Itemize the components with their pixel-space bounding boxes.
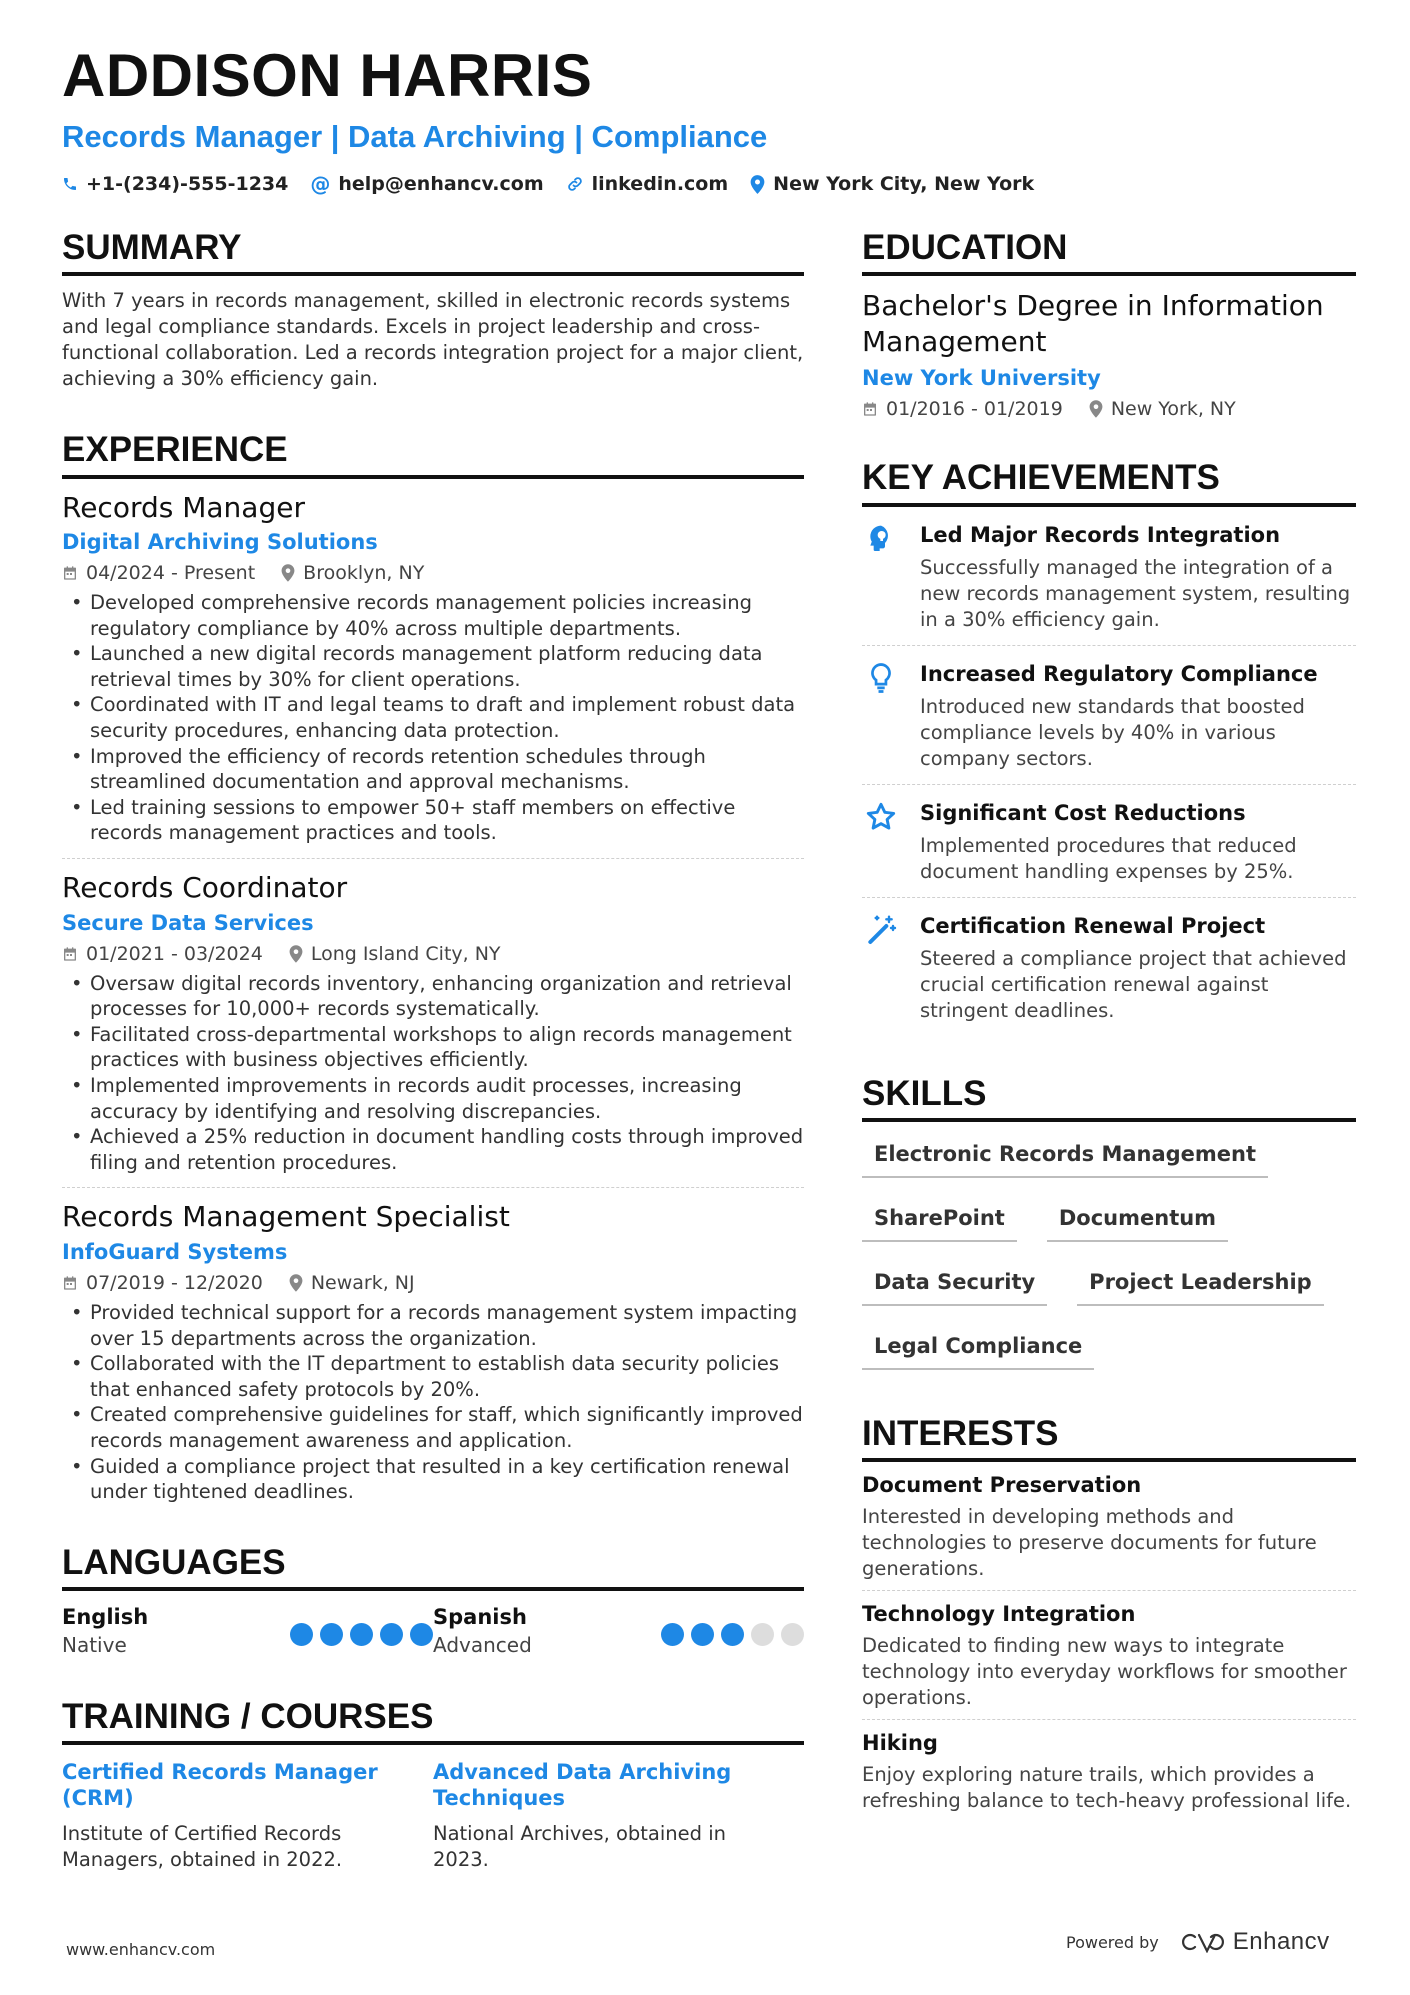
language-name: Spanish: [433, 1604, 527, 1629]
education-dates: [862, 398, 1063, 420]
education-degree: Bachelor's Degree in Information Management: [862, 289, 1324, 359]
bullet-item: • Launched a new digital records management platform reducing data retrieval times by 30% for client operations.: [62, 641, 804, 692]
divider: [62, 858, 804, 859]
training-desc: National Archives, obtained in 2023.: [433, 1822, 727, 1872]
bullet-item: • Oversaw digital records inventory, enhancing organization and retrieval processes for 10,000+ records systematically.: [62, 971, 804, 1022]
training-item: [433, 1759, 804, 1873]
linkedin-text: linkedin.com: [591, 173, 729, 195]
lightbulb-icon: [862, 660, 900, 772]
bullet-item: • Coordinated with IT and legal teams to draft and implement robust data security procedures, enhancing data protection.: [62, 692, 804, 743]
bullet-item: • Provided technical support for a records management system impacting over 15 departments across the organization.: [62, 1300, 804, 1351]
location-pin-icon: [750, 175, 765, 194]
training-item: [62, 1759, 433, 1873]
skill-tag: Data Security: [862, 1262, 1047, 1306]
language-item: [433, 1605, 804, 1657]
training-section: [62, 1697, 804, 1873]
skill-tag: Legal Compliance: [862, 1326, 1094, 1370]
achievement-item: [862, 784, 1356, 897]
achievement-item: [862, 897, 1356, 1036]
rating-dot-filled: [350, 1623, 373, 1646]
right-column: [862, 228, 1356, 1822]
skills-list: [862, 1134, 1356, 1370]
training-title: Advanced Data Archiving Techniques: [433, 1760, 732, 1811]
location-pin-icon: [289, 945, 303, 963]
skills-section: [862, 1074, 1356, 1370]
languages-list: [62, 1605, 804, 1657]
job-dates: [62, 1272, 263, 1294]
skills-heading: SKILLS: [862, 1074, 1356, 1122]
skill-tag: SharePoint: [862, 1198, 1017, 1242]
link-icon: [566, 175, 584, 193]
education-meta: [862, 398, 1356, 420]
languages-heading: LANGUAGES: [62, 1543, 804, 1591]
education-heading: EDUCATION: [862, 228, 1356, 276]
achievement-desc: Successfully managed the integration of a new records management system, resulting in a 30% efficiency gain.: [920, 555, 1351, 631]
bullet-item: • Led training sessions to empower 50+ staff members on effective records management practices and tools.: [62, 795, 804, 846]
calendar-icon: [62, 946, 78, 962]
candidate-title: Records Manager | Data Archiving | Compliance: [62, 119, 768, 154]
bullet-item: • Guided a compliance project that resulted in a key certification renewal under tightened deadlines.: [62, 1454, 804, 1505]
rating-dot-filled: [380, 1623, 403, 1646]
achievement-title: Led Major Records Integration: [920, 522, 1281, 547]
job-meta: [62, 1272, 804, 1294]
location-pin-icon: [281, 564, 295, 582]
interest-desc: Interested in developing methods and technologies to preserve documents for future generations.: [862, 1505, 1317, 1580]
language-name: English: [62, 1604, 149, 1629]
contact-phone[interactable]: [62, 173, 288, 195]
training-desc: Institute of Certified Records Managers, obtained in 2022.: [62, 1822, 343, 1872]
bullet-item: • Improved the efficiency of records retention schedules through streamlined documentation and approval mechanisms.: [62, 744, 804, 795]
phone-icon: [62, 176, 78, 192]
skill-tag: Documentum: [1047, 1198, 1228, 1242]
rating-dot-filled: [691, 1623, 714, 1646]
job-company: InfoGuard Systems: [62, 1239, 288, 1264]
enhancv-logo-icon: [1181, 1931, 1225, 1953]
interest-title: Technology Integration: [862, 1602, 1136, 1626]
job-entry: [62, 871, 804, 1175]
location-pin-icon: [289, 1274, 303, 1292]
achievement-item: [862, 507, 1356, 645]
skill-tag: Project Leadership: [1077, 1262, 1324, 1306]
summary-text: With 7 years in records management, skilled in electronic records systems and legal compliance standards. Excels in project leadership and cross-functional collaboration. Led a records integration project for a major client, achieving a 30% efficiency gain.: [62, 289, 804, 391]
interests-section: [862, 1414, 1356, 1822]
head-bulb-icon: [862, 521, 900, 633]
job-title: Records Management Specialist: [62, 1200, 510, 1234]
experience-heading: EXPERIENCE: [62, 430, 804, 478]
summary-heading: SUMMARY: [62, 228, 804, 276]
email-text: help@enhancv.com: [338, 173, 544, 195]
job-location-text: Brooklyn, NY: [303, 562, 425, 585]
enhancv-brand-text: Enhancv: [1232, 1928, 1330, 1955]
interest-item: [862, 1590, 1356, 1719]
rating-dot-empty: [781, 1623, 804, 1646]
language-rating: [661, 1623, 804, 1657]
bullet-item: • Facilitated cross-departmental workshops to align records management practices with business objectives efficiently.: [62, 1022, 804, 1073]
rating-dot-empty: [751, 1623, 774, 1646]
contact-email[interactable]: [310, 172, 543, 196]
contact-bar: [62, 172, 1034, 196]
candidate-name: ADDISON HARRIS: [62, 42, 593, 109]
experience-section: [62, 430, 804, 1504]
achievement-desc: Implemented procedures that reduced document handling expenses by 25%.: [920, 833, 1297, 883]
training-list: [62, 1759, 804, 1873]
job-location: [289, 943, 501, 965]
job-location: [281, 562, 424, 584]
bullet-item: • Developed comprehensive records management policies increasing regulatory compliance by 40% across multiple departments.: [62, 590, 804, 641]
rating-dot-filled: [410, 1623, 433, 1646]
job-dates-text: 04/2024 - Present: [86, 562, 256, 585]
job-location-text: Long Island City, NY: [310, 942, 501, 965]
education-school: New York University: [862, 366, 1101, 391]
achievements-section: [862, 458, 1356, 1035]
interests-heading: INTERESTS: [862, 1414, 1356, 1462]
interest-title: Document Preservation: [862, 1473, 1142, 1497]
location-pin-icon: [1089, 400, 1103, 418]
job-dates: [62, 943, 263, 965]
rating-dot-filled: [661, 1623, 684, 1646]
bullet-item: • Achieved a 25% reduction in document handling costs through improved filing and retention procedures.: [62, 1124, 804, 1175]
language-level: Native: [62, 1632, 127, 1657]
job-location: [289, 1272, 415, 1294]
job-meta: [62, 562, 804, 584]
rating-dot-filled: [320, 1623, 343, 1646]
achievements-heading: KEY ACHIEVEMENTS: [862, 458, 1356, 506]
interest-item: [862, 1719, 1356, 1822]
bullet-item: • Implemented improvements in records audit processes, increasing accuracy by identifying and resolving discrepancies.: [62, 1073, 804, 1124]
location-text: New York City, New York: [773, 173, 1035, 195]
job-dates-text: 07/2019 - 12/2020: [86, 1271, 263, 1294]
job-title: Records Manager: [62, 490, 305, 524]
powered-by-text: Powered by: [1066, 1932, 1159, 1952]
enhancv-logo[interactable]: [1181, 1928, 1330, 1956]
job-title: Records Coordinator: [62, 871, 348, 905]
contact-linkedin[interactable]: [566, 173, 729, 195]
phone-text: +1-(234)-555-1234: [86, 173, 289, 195]
training-title: Certified Records Manager (CRM): [62, 1760, 378, 1811]
language-level: Advanced: [433, 1632, 532, 1657]
achievement-title: Increased Regulatory Compliance: [920, 661, 1318, 686]
calendar-icon: [62, 1275, 78, 1291]
education-dates-text: 01/2016 - 01/2019: [886, 398, 1063, 421]
rating-dot-filled: [721, 1623, 744, 1646]
job-meta: [62, 943, 804, 965]
job-entry: [62, 491, 804, 847]
education-section: [862, 228, 1356, 420]
star-icon: [862, 799, 900, 885]
job-bullets: [62, 971, 804, 1176]
summary-section: [62, 228, 804, 392]
achievement-desc: Steered a compliance project that achieved crucial certification renewal against stringent deadlines.: [920, 946, 1347, 1022]
calendar-icon: [862, 401, 878, 417]
contact-location: [750, 173, 1034, 195]
divider: [62, 1187, 804, 1188]
job-company: Secure Data Services: [62, 910, 314, 935]
at-icon: @: [310, 172, 331, 196]
education-location-text: New York, NY: [1110, 398, 1236, 421]
achievement-title: Significant Cost Reductions: [920, 800, 1246, 825]
interest-title: Hiking: [862, 1731, 938, 1755]
calendar-icon: [62, 565, 78, 581]
magic-wand-icon: [862, 912, 900, 1024]
job-dates-text: 01/2021 - 03/2024: [86, 942, 263, 965]
skill-tag: Electronic Records Management: [862, 1134, 1268, 1178]
language-rating: [290, 1623, 433, 1657]
bullet-item: • Created comprehensive guidelines for staff, which significantly improved records management awareness and application.: [62, 1402, 804, 1453]
interest-item: [862, 1462, 1356, 1590]
interest-desc: Dedicated to finding new ways to integrate technology into everyday workflows for smoother operations.: [862, 1634, 1347, 1709]
training-heading: TRAINING / COURSES: [62, 1697, 804, 1745]
job-dates: [62, 562, 255, 584]
language-item: [62, 1605, 433, 1657]
job-company: Digital Archiving Solutions: [62, 530, 378, 555]
left-column: [62, 228, 804, 1873]
education-location: [1089, 398, 1236, 420]
achievement-item: [862, 645, 1356, 784]
languages-section: [62, 1543, 804, 1657]
job-location-text: Newark, NJ: [310, 1271, 415, 1294]
footer-website[interactable]: www.enhancv.com: [66, 1940, 216, 1959]
achievement-title: Certification Renewal Project: [920, 913, 1266, 938]
job-bullets: [62, 590, 804, 846]
job-entry: [62, 1200, 804, 1504]
interest-desc: Enjoy exploring nature trails, which provides a refreshing balance to tech-heavy professional life.: [862, 1763, 1352, 1812]
footer-branding: [1066, 1928, 1330, 1956]
job-bullets: [62, 1300, 804, 1505]
bullet-item: • Collaborated with the IT department to establish data security policies that enhanced safety protocols by 20%.: [62, 1351, 804, 1402]
achievement-desc: Introduced new standards that boosted compliance levels by 40% in various company sectors.: [920, 694, 1305, 770]
rating-dot-filled: [290, 1623, 313, 1646]
